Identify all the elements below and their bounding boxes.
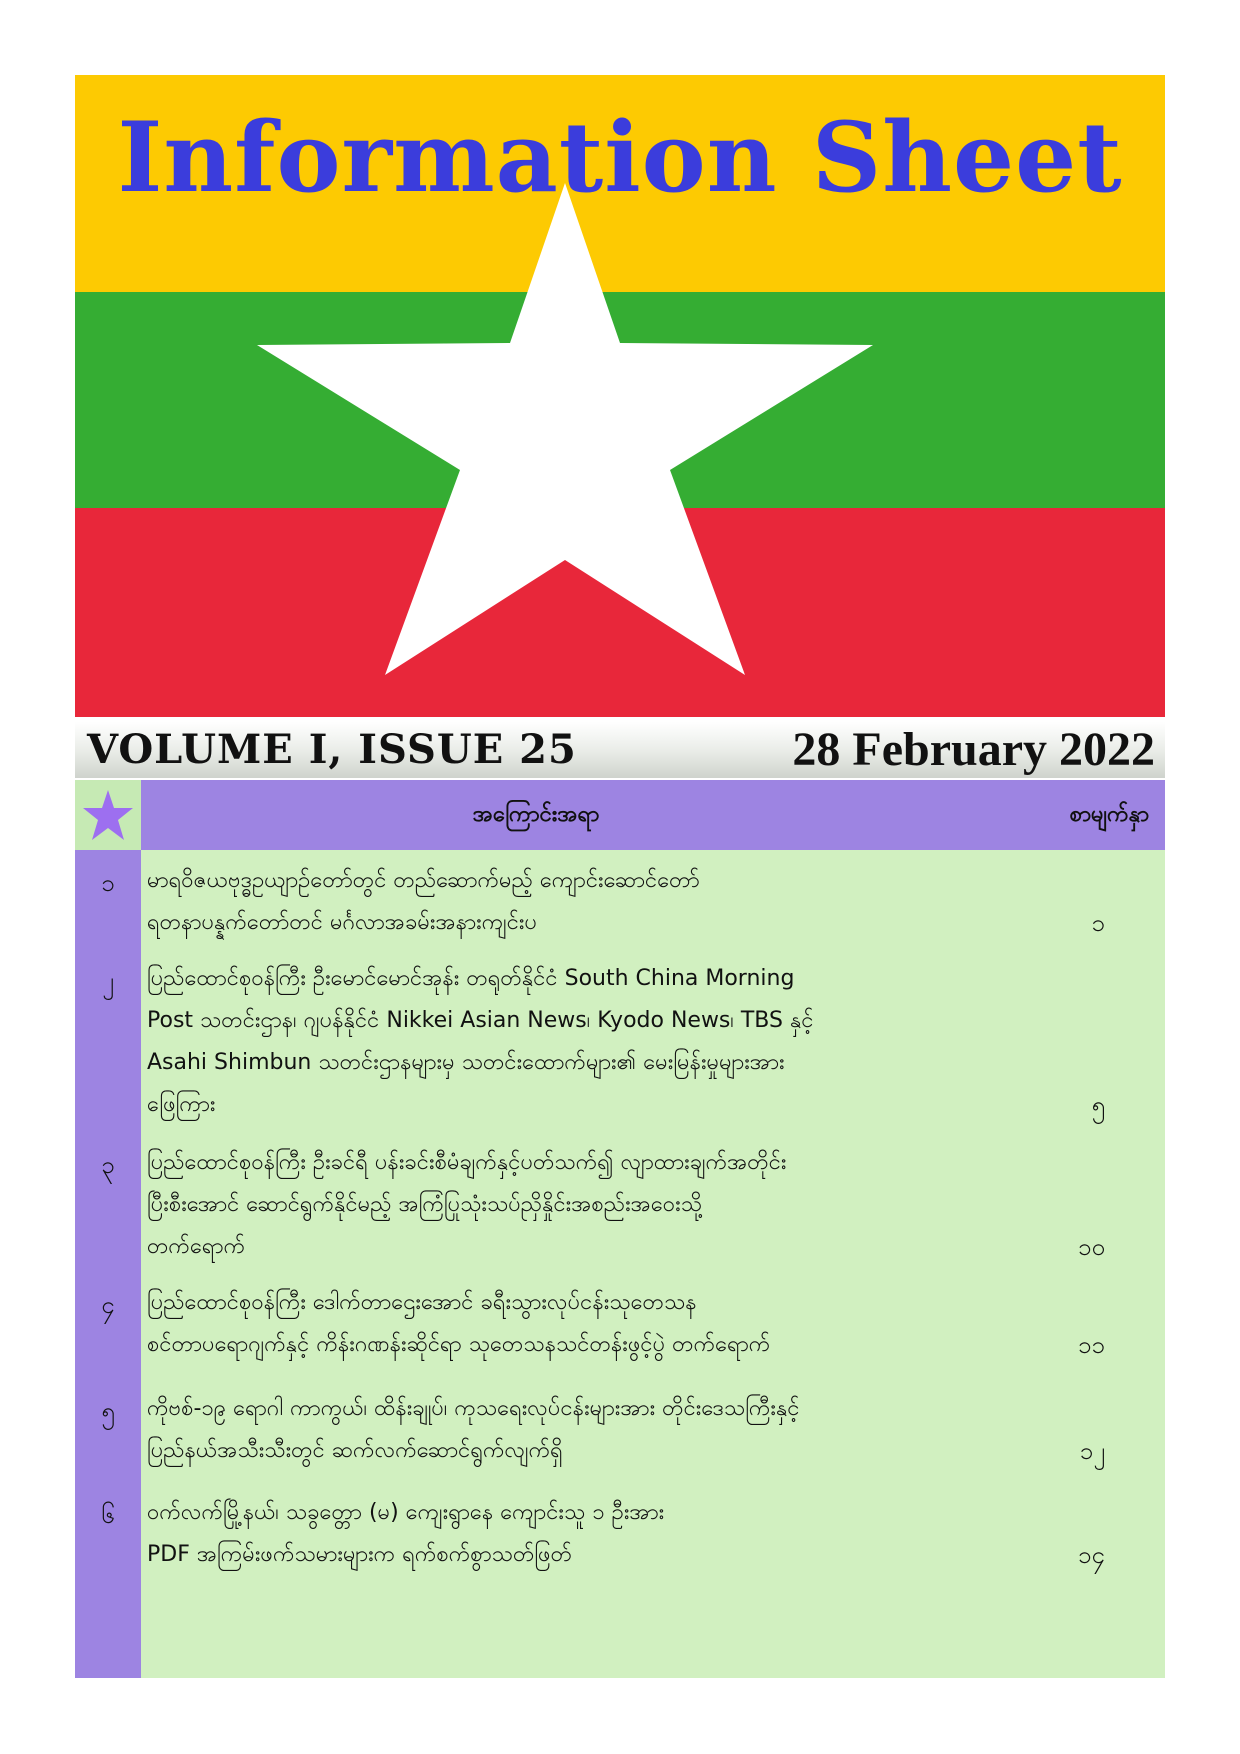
toc-item-number: ၂ xyxy=(102,967,114,995)
toc-corner xyxy=(75,780,141,850)
toc-item-page: ၁၂ xyxy=(1079,1437,1105,1465)
table-of-contents xyxy=(75,780,1165,1678)
toc-item-number: ၅ xyxy=(101,1397,115,1425)
toc-item-number: ၄ xyxy=(101,1291,115,1319)
toc-item-line: ကိုဗစ်-၁၉ ရောဂါ ကာကွယ်၊ ထိန်းချုပ်၊ ကုသရေးလုပ်ငန်းများအား တိုင်းဒေသကြီးနှင့် xyxy=(147,1396,800,1421)
toc-item-line: ဝက်လက်မြို့နယ်၊ သခွတ္တော (မ) ကျေးရွာနေ ကျောင်းသူ ၁ ဦးအား xyxy=(147,1500,665,1525)
toc-header-title: အကြောင်းအရာ xyxy=(472,802,600,827)
toc-item-line: ပြည်ထောင်စုဝန်ကြီး ဦးခင်ရီ ပန်းခင်းစီမံချက်နှင့်ပတ်သက်၍ လျာထားချက်အတိုင်း xyxy=(147,1150,787,1175)
toc-item-number: ၆ xyxy=(101,1501,115,1529)
toc-item-line: ရတနာပန္နက်တော်တင် မင်္ဂလာအခမ်းအနားကျင်းပ xyxy=(147,910,538,935)
toc-header xyxy=(141,780,1165,850)
toc-item-line: ပြည်ထောင်စုဝန်ကြီး ဦးမောင်မောင်အုန်း တရုတ်နိုင်ငံ South China Morning xyxy=(147,966,795,991)
toc-item-number: ၁ xyxy=(101,869,115,897)
flag-banner xyxy=(75,75,1165,717)
toc-item-line: စင်တာပရောဂျက်နှင့် ကိန်းဂဏန်းဆိုင်ရာ သုတေသနသင်တန်းဖွင့်ပွဲ တက်ရောက် xyxy=(147,1332,771,1357)
page-title: Information Sheet xyxy=(117,101,1123,214)
toc-item-page: ၁၀ xyxy=(1078,1233,1105,1261)
toc-item-line: Post သတင်းဌာန၊ ဂျပန်နိုင်ငံ Nikkei Asian News၊ Kyodo News၊ TBS နှင့် xyxy=(147,1008,814,1033)
toc-item-number: ၃ xyxy=(101,1151,115,1179)
toc-header-page: စာမျက်နှာ xyxy=(1069,802,1149,827)
toc-item-line: PDF အကြမ်းဖက်သမားများက ရက်စက်စွာသတ်ဖြတ် xyxy=(147,1542,573,1567)
issue-bar xyxy=(75,722,1165,778)
toc-item-line: ပြည်ထောင်စုဝန်ကြီး ဒေါက်တာဌေးအောင် ခရီးသွားလုပ်ငန်းသုတေသန xyxy=(147,1290,697,1315)
toc-item-line: ဖြေကြား xyxy=(147,1092,216,1117)
toc-item-line: မာရဝိဇယဗုဒ္ဓဥယျာဉ်တော်တွင် တည်ဆောက်မည့် ကျောင်းဆောင်တော် xyxy=(147,868,700,893)
toc-item-line: ပြည်နယ်အသီးသီးတွင် ဆက်လက်ဆောင်ရွက်လျက်ရှိ xyxy=(147,1438,563,1463)
toc-item-page: ၅ xyxy=(1091,1091,1105,1119)
volume-issue: VOLUME I, ISSUE 25 xyxy=(87,726,577,773)
star-icon xyxy=(83,788,133,842)
toc-item-page: ၁၄ xyxy=(1078,1541,1105,1569)
toc-item-line: Asahi Shimbun သတင်းဌာနများမှ သတင်းထောက်များ၏ မေးမြန်းမှုများအား xyxy=(147,1050,785,1075)
issue-date: 28 February 2022 xyxy=(792,723,1155,776)
toc-item-page: ၁ xyxy=(1091,909,1105,937)
toc-item-page: ၁၁ xyxy=(1078,1331,1105,1359)
toc-item-line: တက်ရောက် xyxy=(147,1234,246,1259)
toc-item-line: ပြီးစီးအောင် ဆောင်ရွက်နိုင်မည့် အကြံပြုသုံးသပ်ညှိနှိုင်းအစည်းအဝေးသို့ xyxy=(147,1192,703,1217)
